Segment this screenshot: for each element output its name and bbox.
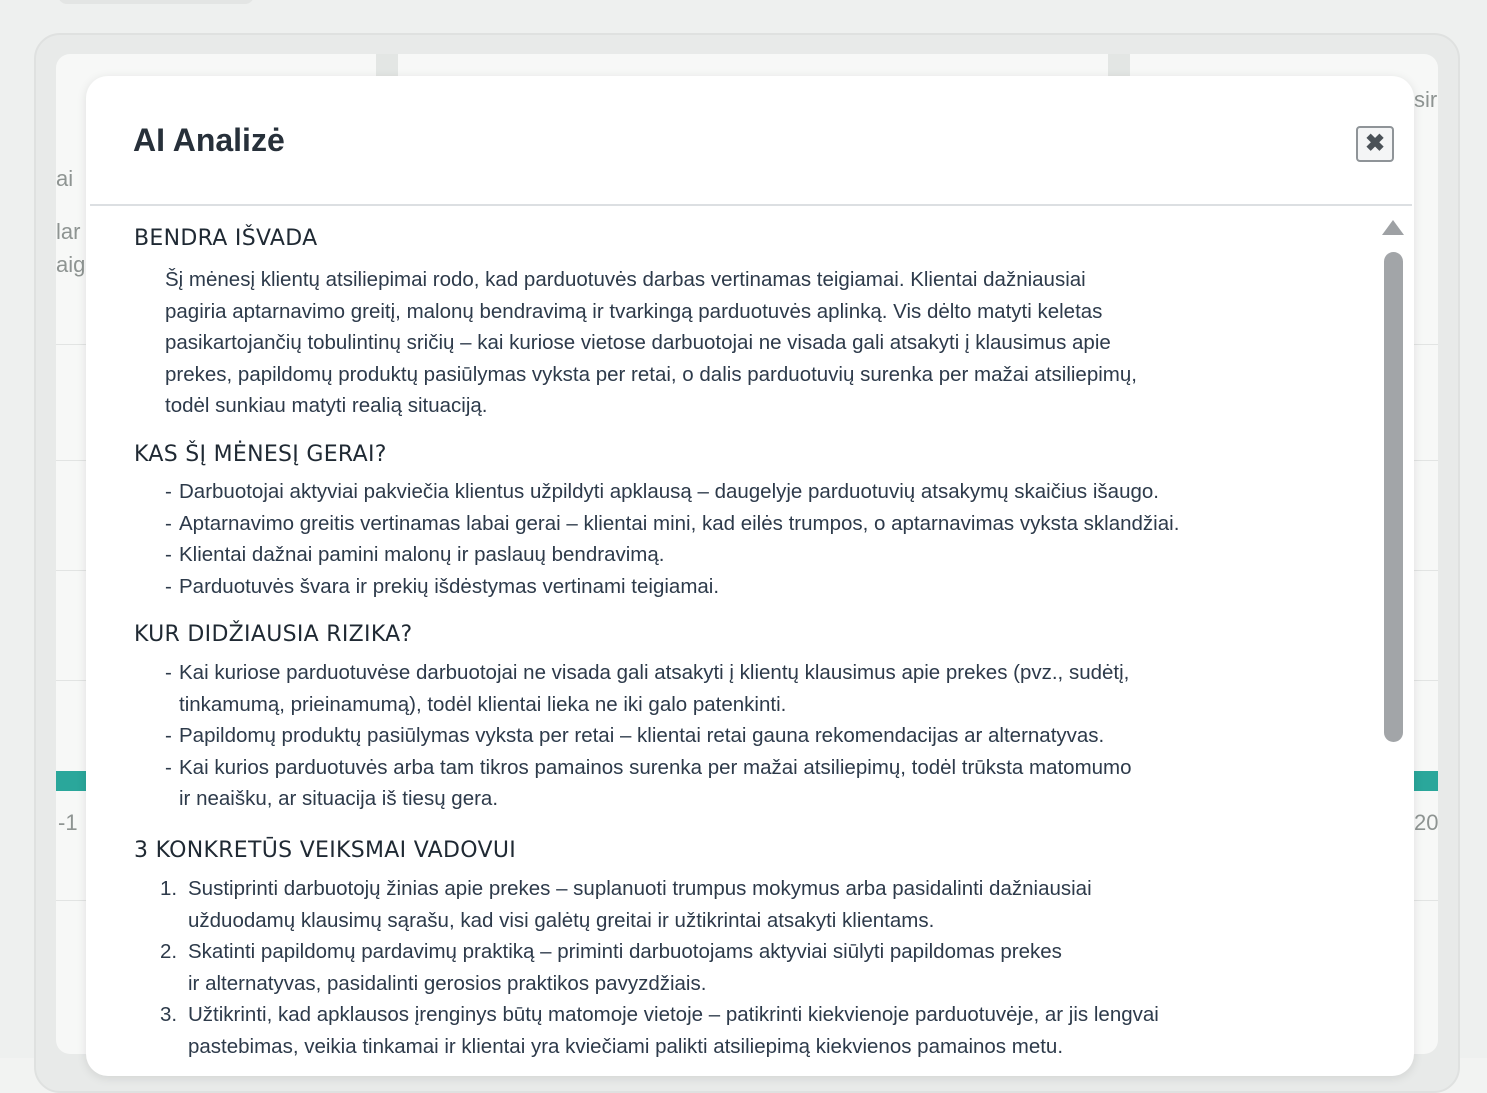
list-item: - Kai kurios parduotuvės arba tam tikros pamainos surenka per mažai atsiliepimų, todėl trūksta matomumo ir neaišku, ar situacija iš tiesų gera. — [165, 755, 1132, 810]
summary-line: pagiria aptarnavimo greitį, malonų bendravimą ir tvarkingą parduotuvės aplinką. Vis dėlto matyti keletas — [165, 299, 1103, 323]
list-item: 2. Skatinti papildomų pardavimų praktiką – priminti darbuotojams aktyviai siūlyti papildomas prekes ir alternatyvas, pasidalinti gerosios praktikos pavyzdžiais. — [160, 940, 1062, 995]
list-item: - Parduotuvės švara ir prekių išdėstymas vertinami teigiamai. — [165, 574, 720, 598]
background-label: aig — [56, 252, 86, 277]
summary-paragraph — [165, 264, 1275, 422]
summary-line: pasikartojančių tobulintinų sričių – kai kuriose vietose darbuotojai ne visada gali atsakyti į klausimus apie — [165, 331, 1111, 354]
summary-line: todėl sunkiau matyti realią situaciją. — [165, 394, 488, 417]
section-title-risk: KUR DIDŽIAUSIA RIZIKA? — [134, 622, 413, 647]
background-label: ai — [56, 166, 74, 191]
list-item: 3. Užtikrinti, kad apklausos įrenginys būtų matomoje vietoje – patikrinti kiekvienoje parduotuvėje, ar jis lengvai pastebimas, veikia tinkamai ir klientai yra kviečiami palikti atsiliepimą kiekvienos pamainos metu. — [160, 1003, 1159, 1058]
background-tab-marker — [1108, 54, 1130, 76]
list-item: - Darbuotojai aktyviai pakviečia klientus užpildyti apklausą – daugelyje parduotuvių atsakymų skaičius išaugo. — [165, 480, 1159, 503]
list-item: - Aptarnavimo greitis vertinamas labai gerai – klientai mini, kad eilės trumpos, o aptarnavimas vyksta sklandžiai. — [165, 511, 1180, 535]
list-item: - Kai kuriose parduotuvėse darbuotojai ne visada gali atsakyti į klientų klausimus apie prekes (pvz., sudėtį, tinkamumą, prieinamumą), todėl klientai lieka ne iki galo patenkinti. — [165, 661, 1130, 716]
section-title-good: KAS ŠĮ MĖNESĮ GERAI? — [134, 442, 387, 467]
background-teal-bar — [56, 771, 88, 791]
background-label: lar — [56, 219, 81, 244]
modal-title: AI Analizė — [133, 122, 285, 158]
summary-line: prekes, papildomų produktų pasiūlymas vyksta per retai, o dalis parduotuvių surenka per mažai atsiliepimų, — [165, 362, 1137, 386]
list-item: - Papildomų produktų pasiūlymas vyksta per retai – klientai retai gauna rekomendacijas ar alternatyvas. — [165, 724, 1105, 747]
risk-list — [165, 657, 1132, 815]
background-tab-marker — [376, 54, 398, 76]
scrollbar-thumb[interactable] — [1384, 252, 1403, 742]
close-button[interactable] — [1356, 126, 1394, 162]
list-item: 1. Sustiprinti darbuotojų žinias apie prekes – suplanuoti trumpus mokymus arba pasidalinti dažniausiai užduodamų klausimų sąrašu, kad visi galėtų greitai ir užtikrintai atsakyti klientams. — [160, 877, 1092, 932]
background-axis-label: -1 — [58, 810, 78, 835]
section-title-summary: BENDRA IŠVADA — [134, 226, 318, 251]
scroll-up-arrow-icon[interactable] — [1382, 220, 1404, 235]
background-pill — [58, 0, 254, 4]
close-icon: ✖ — [1364, 130, 1386, 157]
ai-analysis-modal — [86, 76, 1414, 1076]
section-title-actions: 3 KONKRETŪS VEIKSMAI VADOVUI — [134, 838, 517, 863]
background-teal-bar — [1412, 771, 1438, 791]
summary-line: Šį mėnesį klientų atsiliepimai rodo, kad parduotuvės darbas vertinamas teigiamai. Klientai dažniausiai — [165, 268, 1086, 291]
background-axis-label: 20 — [1414, 810, 1439, 835]
good-list — [165, 476, 1179, 602]
modal-content[interactable] — [86, 206, 1414, 1076]
actions-list — [160, 873, 1159, 1062]
list-item: - Klientai dažnai pamini malonų ir paslauų bendravimą. — [165, 543, 665, 566]
background-label: sir — [1414, 87, 1438, 112]
